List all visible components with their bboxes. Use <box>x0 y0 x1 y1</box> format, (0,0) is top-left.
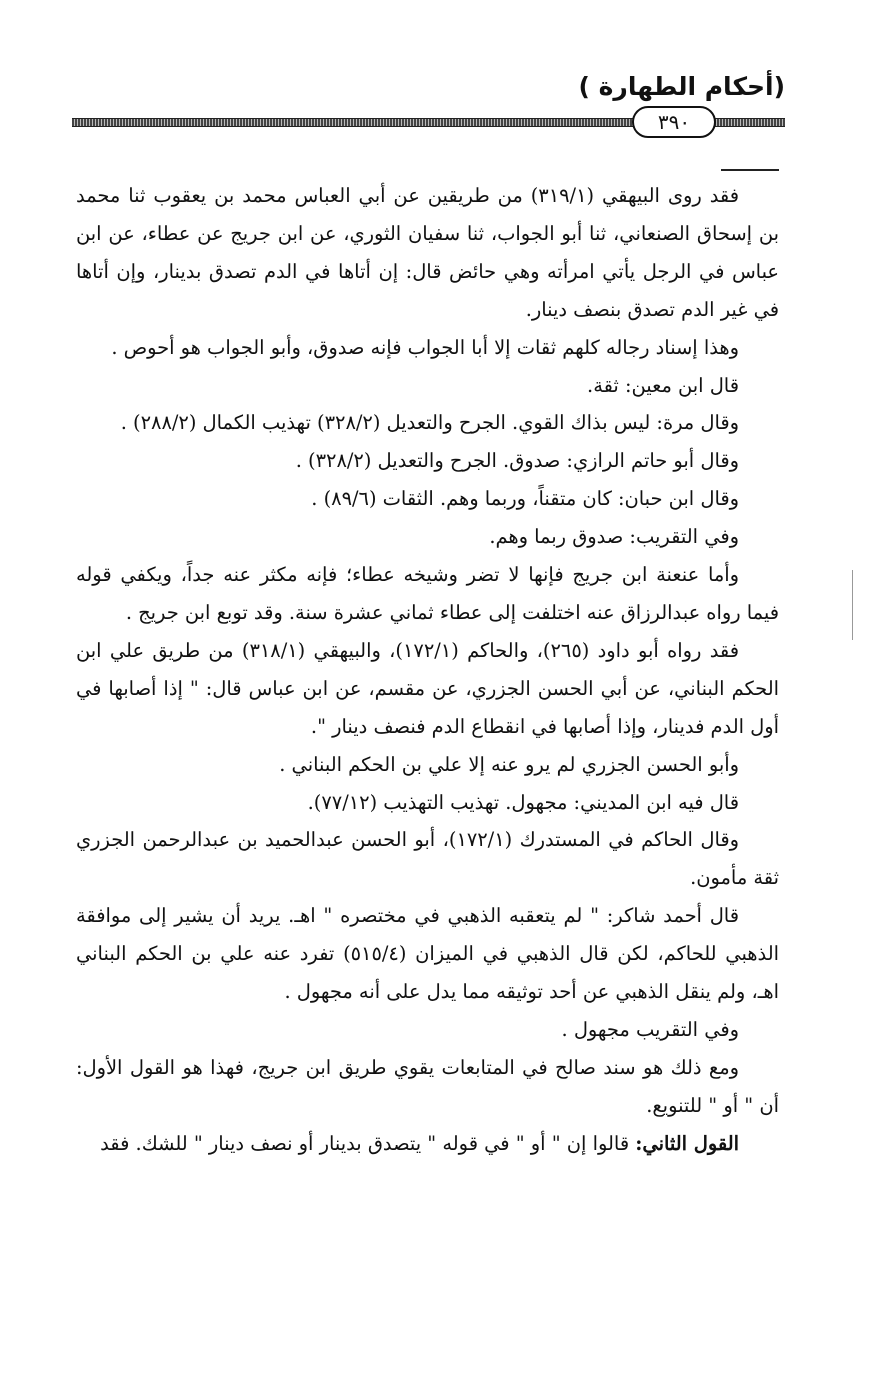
paragraph: وقال أبو حاتم الرازي: صدوق. الجرح والتعديل (٣٢٨/٢) . <box>295 449 739 473</box>
paragraph: وأما عنعنة ابن جريج فإنها لا تضر وشيخه عطاء؛ فإنه مكثر عنه جداً، ويكفي قوله فيما رواه عبدالرزاق عنه اختلفت إلى عطاء ثماني عشرة سنة. وقد توبع ابن جريج . <box>76 563 779 624</box>
paragraph: وفي التقريب مجهول . <box>561 1017 739 1041</box>
paragraph-text: قالوا إن " أو " في قوله " يتصدق بدينار أو نصف دينار " للشك. فقد <box>100 1131 636 1155</box>
page-number: ٣٩٠ <box>632 106 716 138</box>
main-text <box>76 177 779 1163</box>
paragraph: وأبو الحسن الجزري لم يرو عنه إلا علي بن الحكم البناني . <box>279 752 739 776</box>
paragraph: قال فيه ابن المديني: مجهول. تهذيب التهذيب (٧٧/١٢). <box>307 790 739 814</box>
paragraph-last <box>76 1125 779 1163</box>
paragraph: وهذا إسناد رجاله كلهم ثقات إلا أبا الجواب فإنه صدوق، وأبو الجواب هو أحوص . <box>111 335 739 359</box>
section-divider <box>721 169 779 171</box>
paragraph: فقد رواه أبو داود (٢٦٥)، والحاكم (١٧٢/١)، والبيهقي (٣١٨/١) من طريق علي ابن الحكم البناني، عن أبي الحسن الجزري، عن مقسم، عن ابن عباس قال: " إذا أصابها في أول الدم فدينار، وإذا أصابها في انقطاع الدم فنصف دينار ". <box>76 638 779 738</box>
paragraph: فقد روى البيهقي (٣١٩/١) من طريقين عن أبي العباس محمد بن يعقوب ثنا محمد بن إسحاق الصنعاني، ثنا أبو الجواب، ثنا سفيان الثوري، عن ابن جريج عن عطاء، عن ابن عباس في الرجل يأتي امرأته وهي حائض قال: إن أتاها في الدم تصدق بدينار، وإن أتاها في غير الدم تصدق بنصف دينار. <box>76 184 779 321</box>
paragraph: وقال مرة: ليس بذاك القوي. الجرح والتعديل (٣٢٨/٢) تهذيب الكمال (٢٨٨/٢) . <box>120 411 739 435</box>
paragraph: ومع ذلك هو سند صالح في المتابعات يقوي طريق ابن جريج، فهذا هو القول الأول: أن " أو " للتنويع. <box>76 1055 779 1117</box>
paragraph: وفي التقريب: صدوق ربما وهم. <box>489 525 739 549</box>
running-title: (أحكام الطهارة ) <box>578 72 785 101</box>
paragraph: وقال الحاكم في المستدرك (١٧٢/١)، أبو الحسن عبدالحميد بن عبدالرحمن الجزري ثقة مأمون. <box>76 828 779 890</box>
paragraph: وقال ابن حبان: كان متقناً، وربما وهم. الثقات (٨٩/٦) . <box>311 487 739 511</box>
section-heading: القول الثاني: <box>635 1131 739 1155</box>
margin-line <box>852 570 853 640</box>
paragraph: قال ابن معين: ثقة. <box>587 373 739 397</box>
paragraph: قال أحمد شاكر: " لم يتعقبه الذهبي في مختصره " اهـ. يريد أن يشير إلى موافقة الذهبي للحاكم، لكن قال الذهبي في الميزان (٥١٥/٤) تفرد عنه علي بن الحكم البناني اهـ، ولم ينقل الذهبي عن أحد توثيقه مما يدل على أنه مجهول . <box>76 904 779 1004</box>
